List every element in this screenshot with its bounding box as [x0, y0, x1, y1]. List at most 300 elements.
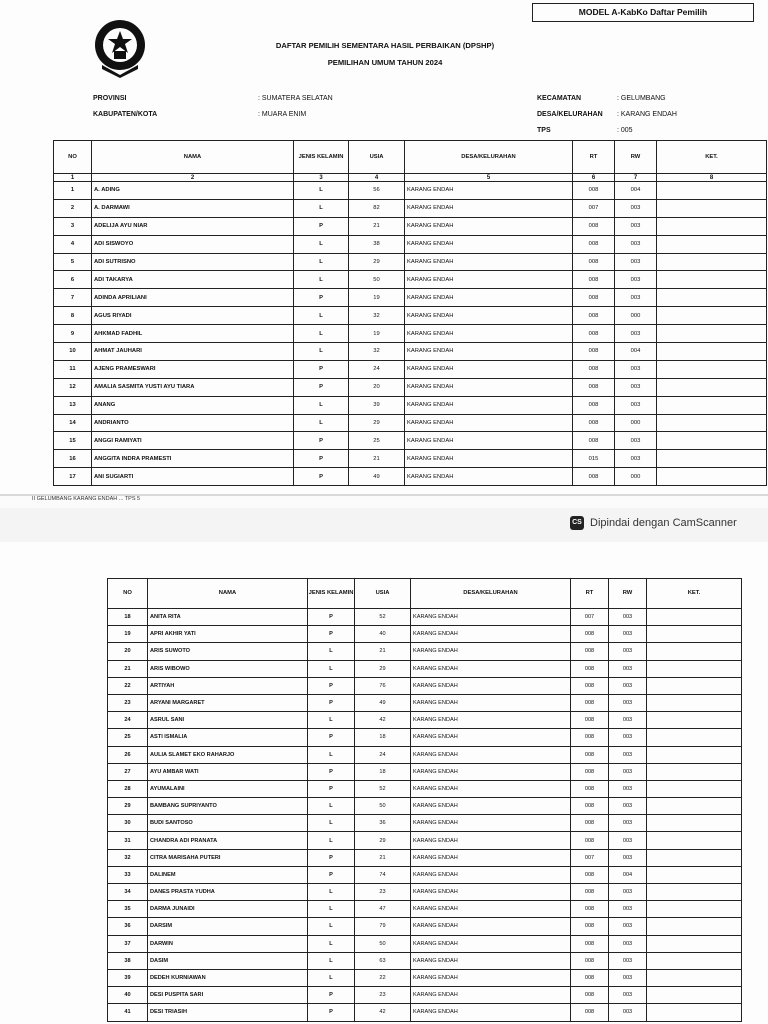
provinsi-label: PROVINSI — [93, 95, 127, 102]
row-rw: 004 — [615, 182, 657, 200]
row-no: 8 — [54, 307, 92, 325]
row-nama: ADELIJA AYU NIAR — [92, 217, 294, 235]
row-rt: 008 — [571, 952, 609, 969]
row-rt: 008 — [573, 271, 615, 289]
table-row — [108, 660, 742, 677]
row-rw: 003 — [609, 677, 647, 694]
col-number: 3 — [294, 174, 349, 182]
row-desa: KARANG ENDAH — [405, 289, 573, 307]
row-desa: KARANG ENDAH — [411, 660, 571, 677]
row-jenis-kelamin: L — [294, 253, 349, 271]
row-usia: 50 — [355, 798, 411, 815]
row-usia: 21 — [355, 849, 411, 866]
row-jenis-kelamin: P — [294, 432, 349, 450]
row-jenis-kelamin: L — [294, 325, 349, 343]
table-row — [54, 182, 767, 200]
row-nama: ARIS WIBOWO — [148, 660, 308, 677]
row-rt: 008 — [571, 660, 609, 677]
row-usia: 82 — [349, 199, 405, 217]
col-number: 8 — [657, 174, 767, 182]
row-rt: 015 — [573, 450, 615, 468]
row-usia: 52 — [355, 780, 411, 797]
row-jenis-kelamin: P — [308, 866, 355, 883]
table-row — [108, 694, 742, 711]
row-ket — [647, 712, 742, 729]
row-nama: DASIM — [148, 952, 308, 969]
row-rt: 008 — [571, 643, 609, 660]
row-ket — [647, 660, 742, 677]
row-rw: 003 — [609, 780, 647, 797]
row-rt: 008 — [571, 815, 609, 832]
row-nama: ADI SUTRISNO — [92, 253, 294, 271]
row-jenis-kelamin: L — [294, 414, 349, 432]
row-nama: AYUMALAINI — [148, 780, 308, 797]
row-nama: AJENG PRAMESWARI — [92, 360, 294, 378]
col-header-nama: NAMA — [92, 141, 294, 174]
col-number: 1 — [54, 174, 92, 182]
row-rw: 003 — [615, 325, 657, 343]
col-number: 4 — [349, 174, 405, 182]
row-rt: 008 — [571, 712, 609, 729]
col-header-desa: DESA/KELURAHAN — [405, 141, 573, 174]
row-nama: AMALIA SASMITA YUSTI AYU TIARA — [92, 378, 294, 396]
row-ket — [647, 729, 742, 746]
row-ket — [647, 884, 742, 901]
row-usia: 24 — [349, 360, 405, 378]
row-desa: KARANG ENDAH — [411, 677, 571, 694]
col-header-no: NO — [108, 579, 148, 609]
row-desa: KARANG ENDAH — [411, 969, 571, 986]
row-rw: 003 — [609, 832, 647, 849]
row-rt: 008 — [571, 626, 609, 643]
row-rt: 008 — [571, 798, 609, 815]
row-no: 24 — [108, 712, 148, 729]
row-rw: 003 — [609, 935, 647, 952]
row-ket — [657, 360, 767, 378]
row-jenis-kelamin: P — [294, 217, 349, 235]
table-row — [54, 378, 767, 396]
voter-table-page-1 — [53, 140, 767, 486]
row-rw: 003 — [609, 609, 647, 626]
kabupaten-value: : MUARA ENIM — [258, 111, 307, 118]
table-row — [108, 815, 742, 832]
row-usia: 49 — [349, 468, 405, 486]
voter-rows-page-2 — [108, 609, 742, 1022]
row-rw: 000 — [615, 468, 657, 486]
row-usia: 38 — [349, 235, 405, 253]
row-jenis-kelamin: L — [294, 182, 349, 200]
row-nama: DESI PUSPITA SARI — [148, 987, 308, 1004]
row-ket — [647, 918, 742, 935]
row-ket — [657, 271, 767, 289]
row-nama: CITRA MARISAHA PUTERI — [148, 849, 308, 866]
col-header-usia: USIA — [355, 579, 411, 609]
table-row — [54, 289, 767, 307]
row-no: 28 — [108, 780, 148, 797]
row-desa: KARANG ENDAH — [405, 235, 573, 253]
table-row — [54, 325, 767, 343]
row-ket — [657, 307, 767, 325]
row-desa: KARANG ENDAH — [411, 815, 571, 832]
row-desa: KARANG ENDAH — [411, 832, 571, 849]
row-rt: 008 — [573, 343, 615, 361]
row-rw: 003 — [615, 271, 657, 289]
row-rw: 003 — [609, 660, 647, 677]
row-nama: DARMA JUNAIDI — [148, 901, 308, 918]
row-nama: BAMBANG SUPRIYANTO — [148, 798, 308, 815]
table-row — [108, 918, 742, 935]
row-rt: 008 — [571, 780, 609, 797]
row-ket — [657, 235, 767, 253]
table-row — [54, 307, 767, 325]
kecamatan-label: KECAMATAN — [537, 95, 582, 102]
row-jenis-kelamin: L — [294, 396, 349, 414]
row-ket — [647, 763, 742, 780]
row-nama: DARSIM — [148, 918, 308, 935]
col-header-no: NO — [54, 141, 92, 174]
row-rw: 003 — [615, 217, 657, 235]
row-usia: 20 — [349, 378, 405, 396]
row-jenis-kelamin: L — [308, 918, 355, 935]
row-usia: 29 — [355, 660, 411, 677]
row-jenis-kelamin: P — [308, 677, 355, 694]
row-jenis-kelamin: P — [308, 1004, 355, 1021]
kpu-logo-icon — [92, 15, 148, 79]
row-no: 13 — [54, 396, 92, 414]
row-no: 7 — [54, 289, 92, 307]
row-nama: ANGGITA INDRA PRAMESTI — [92, 450, 294, 468]
row-rt: 008 — [573, 468, 615, 486]
row-no: 19 — [108, 626, 148, 643]
tps-value: : 005 — [617, 127, 633, 134]
row-jenis-kelamin: P — [308, 763, 355, 780]
row-no: 23 — [108, 694, 148, 711]
row-jenis-kelamin: L — [308, 952, 355, 969]
row-ket — [657, 343, 767, 361]
row-desa: KARANG ENDAH — [411, 884, 571, 901]
row-no: 14 — [54, 414, 92, 432]
row-desa: KARANG ENDAH — [405, 182, 573, 200]
row-nama: ASRUL SANI — [148, 712, 308, 729]
row-rt: 008 — [571, 694, 609, 711]
row-nama: ARYANI MARGARET — [148, 694, 308, 711]
row-rw: 003 — [609, 694, 647, 711]
table-row — [108, 1004, 742, 1021]
row-rt: 008 — [571, 935, 609, 952]
row-ket — [657, 253, 767, 271]
row-no: 37 — [108, 935, 148, 952]
row-desa: KARANG ENDAH — [411, 609, 571, 626]
row-ket — [657, 414, 767, 432]
row-rw: 003 — [615, 396, 657, 414]
row-nama: ANDRIANTO — [92, 414, 294, 432]
row-usia: 25 — [349, 432, 405, 450]
document-title: DAFTAR PEMILIH SEMENTARA HASIL PERBAIKAN (DPSHP) — [275, 41, 495, 50]
row-rw: 003 — [615, 378, 657, 396]
row-no: 12 — [54, 378, 92, 396]
row-rt: 008 — [571, 987, 609, 1004]
row-desa: KARANG ENDAH — [405, 396, 573, 414]
row-desa: KARANG ENDAH — [411, 643, 571, 660]
row-rw: 003 — [615, 289, 657, 307]
row-jenis-kelamin: L — [308, 815, 355, 832]
row-jenis-kelamin: L — [308, 832, 355, 849]
row-nama: APRI AKHIR YATI — [148, 626, 308, 643]
row-desa: KARANG ENDAH — [411, 626, 571, 643]
row-desa: KARANG ENDAH — [411, 746, 571, 763]
desa-label: DESA/KELURAHAN — [537, 111, 603, 118]
table-row — [108, 643, 742, 660]
row-ket — [647, 746, 742, 763]
row-rw: 003 — [609, 1004, 647, 1021]
row-usia: 50 — [355, 935, 411, 952]
col-header-nama: NAMA — [148, 579, 308, 609]
row-rt: 008 — [573, 325, 615, 343]
table-row — [54, 253, 767, 271]
row-desa: KARANG ENDAH — [405, 414, 573, 432]
row-ket — [647, 969, 742, 986]
row-usia: 32 — [349, 343, 405, 361]
row-nama: AYU AMBAR WATI — [148, 763, 308, 780]
row-no: 25 — [108, 729, 148, 746]
row-nama: ADINDA APRILIANI — [92, 289, 294, 307]
row-rw: 003 — [615, 360, 657, 378]
row-desa: KARANG ENDAH — [411, 729, 571, 746]
row-rt: 007 — [573, 199, 615, 217]
row-jenis-kelamin: P — [294, 378, 349, 396]
row-usia: 23 — [355, 987, 411, 1004]
row-no: 41 — [108, 1004, 148, 1021]
tps-label: TPS — [537, 127, 551, 134]
row-desa: KARANG ENDAH — [411, 798, 571, 815]
row-rt: 008 — [573, 378, 615, 396]
row-no: 32 — [108, 849, 148, 866]
row-nama: AHKMAD FADHIL — [92, 325, 294, 343]
row-desa: KARANG ENDAH — [411, 1004, 571, 1021]
col-header-ket: KET. — [657, 141, 767, 174]
row-no: 4 — [54, 235, 92, 253]
row-rw: 000 — [615, 307, 657, 325]
table-row — [54, 271, 767, 289]
row-ket — [647, 694, 742, 711]
row-usia: 21 — [349, 450, 405, 468]
col-header-jenis-kelamin: JENIS KELAMIN — [294, 141, 349, 174]
row-no: 10 — [54, 343, 92, 361]
row-rt: 008 — [571, 918, 609, 935]
row-jenis-kelamin: L — [308, 935, 355, 952]
table-row — [54, 468, 767, 486]
model-label: MODEL A-KabKo Daftar Pemilih — [532, 3, 754, 22]
row-nama: ANITA RITA — [148, 609, 308, 626]
row-rt: 008 — [573, 253, 615, 271]
row-nama: A. ADING — [92, 182, 294, 200]
row-no: 38 — [108, 952, 148, 969]
row-ket — [657, 378, 767, 396]
row-rw: 003 — [615, 235, 657, 253]
row-nama: ARIS SUWOTO — [148, 643, 308, 660]
row-desa: KARANG ENDAH — [411, 987, 571, 1004]
row-nama: A. DARMAWI — [92, 199, 294, 217]
col-header-rt: RT — [573, 141, 615, 174]
row-usia: 52 — [355, 609, 411, 626]
row-usia: 40 — [355, 626, 411, 643]
row-desa: KARANG ENDAH — [411, 918, 571, 935]
row-rw: 003 — [609, 763, 647, 780]
desa-value: : KARANG ENDAH — [617, 111, 677, 118]
row-rt: 008 — [573, 360, 615, 378]
row-jenis-kelamin: L — [294, 307, 349, 325]
col-header-desa: DESA/KELURAHAN — [411, 579, 571, 609]
row-nama: DANES PRASTA YUDHA — [148, 884, 308, 901]
col-header-rw: RW — [615, 141, 657, 174]
row-nama: DESI TRIASIH — [148, 1004, 308, 1021]
row-desa: KARANG ENDAH — [411, 952, 571, 969]
row-ket — [647, 832, 742, 849]
row-ket — [647, 609, 742, 626]
row-no: 36 — [108, 918, 148, 935]
row-ket — [647, 643, 742, 660]
row-rw: 004 — [615, 343, 657, 361]
col-number: 7 — [615, 174, 657, 182]
row-jenis-kelamin: L — [308, 660, 355, 677]
row-usia: 49 — [355, 694, 411, 711]
table-row — [54, 360, 767, 378]
col-header-jenis-kelamin: JENIS KELAMIN — [308, 579, 355, 609]
row-rt: 008 — [573, 307, 615, 325]
row-nama: ADI SISWOYO — [92, 235, 294, 253]
row-no: 15 — [54, 432, 92, 450]
row-jenis-kelamin: L — [308, 712, 355, 729]
row-no: 6 — [54, 271, 92, 289]
row-usia: 63 — [355, 952, 411, 969]
row-rw: 004 — [609, 866, 647, 883]
row-jenis-kelamin: P — [308, 729, 355, 746]
row-rt: 008 — [571, 746, 609, 763]
row-jenis-kelamin: L — [308, 746, 355, 763]
document-subtitle: PEMILIHAN UMUM TAHUN 2024 — [327, 58, 443, 67]
table-row — [54, 396, 767, 414]
row-usia: 50 — [349, 271, 405, 289]
row-rw: 000 — [615, 414, 657, 432]
table-row — [108, 901, 742, 918]
row-rw: 003 — [615, 450, 657, 468]
row-jenis-kelamin: L — [294, 343, 349, 361]
row-desa: KARANG ENDAH — [405, 432, 573, 450]
row-ket — [647, 780, 742, 797]
row-ket — [657, 217, 767, 235]
row-no: 31 — [108, 832, 148, 849]
row-no: 1 — [54, 182, 92, 200]
row-jenis-kelamin: L — [308, 798, 355, 815]
row-ket — [657, 432, 767, 450]
row-rw: 003 — [609, 969, 647, 986]
table-row — [108, 952, 742, 969]
row-rt: 008 — [573, 217, 615, 235]
row-ket — [647, 626, 742, 643]
row-no: 33 — [108, 866, 148, 883]
row-ket — [647, 935, 742, 952]
row-ket — [647, 815, 742, 832]
row-desa: KARANG ENDAH — [405, 325, 573, 343]
row-ket — [647, 866, 742, 883]
row-usia: 42 — [355, 712, 411, 729]
row-nama: CHANDRA ADI PRANATA — [148, 832, 308, 849]
table-row — [108, 677, 742, 694]
row-usia: 19 — [349, 289, 405, 307]
row-rw: 003 — [609, 952, 647, 969]
row-jenis-kelamin: P — [308, 987, 355, 1004]
row-no: 9 — [54, 325, 92, 343]
row-usia: 29 — [349, 414, 405, 432]
col-header-usia: USIA — [349, 141, 405, 174]
row-rt: 008 — [571, 729, 609, 746]
row-ket — [657, 450, 767, 468]
row-rw: 003 — [609, 643, 647, 660]
table-row — [108, 780, 742, 797]
row-usia: 39 — [349, 396, 405, 414]
row-jenis-kelamin: L — [308, 969, 355, 986]
row-jenis-kelamin: L — [308, 901, 355, 918]
row-rt: 008 — [573, 414, 615, 432]
camscanner-icon: CS — [570, 516, 584, 530]
row-ket — [657, 199, 767, 217]
row-nama: AHMAT JAUHARI — [92, 343, 294, 361]
row-nama: ANI SUGIARTI — [92, 468, 294, 486]
row-nama: ANGGI RAMIYATI — [92, 432, 294, 450]
table-row — [108, 832, 742, 849]
table-row — [108, 987, 742, 1004]
col-header-rt: RT — [571, 579, 609, 609]
row-no: 40 — [108, 987, 148, 1004]
table-row — [108, 626, 742, 643]
row-nama: BUDI SANTOSO — [148, 815, 308, 832]
row-usia: 42 — [355, 1004, 411, 1021]
row-rw: 003 — [609, 884, 647, 901]
row-desa: KARANG ENDAH — [405, 360, 573, 378]
row-desa: KARANG ENDAH — [411, 694, 571, 711]
row-desa: KARANG ENDAH — [405, 307, 573, 325]
row-rt: 008 — [571, 763, 609, 780]
row-jenis-kelamin: L — [294, 271, 349, 289]
col-number: 2 — [92, 174, 294, 182]
row-no: 17 — [54, 468, 92, 486]
row-rw: 003 — [615, 199, 657, 217]
col-number: 5 — [405, 174, 573, 182]
row-ket — [657, 325, 767, 343]
row-rt: 008 — [571, 677, 609, 694]
row-rt: 008 — [573, 182, 615, 200]
row-no: 34 — [108, 884, 148, 901]
row-rt: 008 — [571, 969, 609, 986]
row-nama: DARWIN — [148, 935, 308, 952]
row-usia: 18 — [355, 763, 411, 780]
row-rt: 008 — [571, 884, 609, 901]
row-ket — [647, 952, 742, 969]
kecamatan-value: : GELUMBANG — [617, 95, 666, 102]
table-row — [54, 199, 767, 217]
row-no: 22 — [108, 677, 148, 694]
row-desa: KARANG ENDAH — [405, 343, 573, 361]
row-usia: 19 — [349, 325, 405, 343]
table-row — [54, 343, 767, 361]
row-ket — [647, 1004, 742, 1021]
row-desa: KARANG ENDAH — [411, 849, 571, 866]
camscanner-watermark — [570, 516, 737, 530]
row-desa: KARANG ENDAH — [411, 763, 571, 780]
voter-rows-page-1 — [54, 182, 767, 486]
row-no: 5 — [54, 253, 92, 271]
row-usia: 29 — [349, 253, 405, 271]
